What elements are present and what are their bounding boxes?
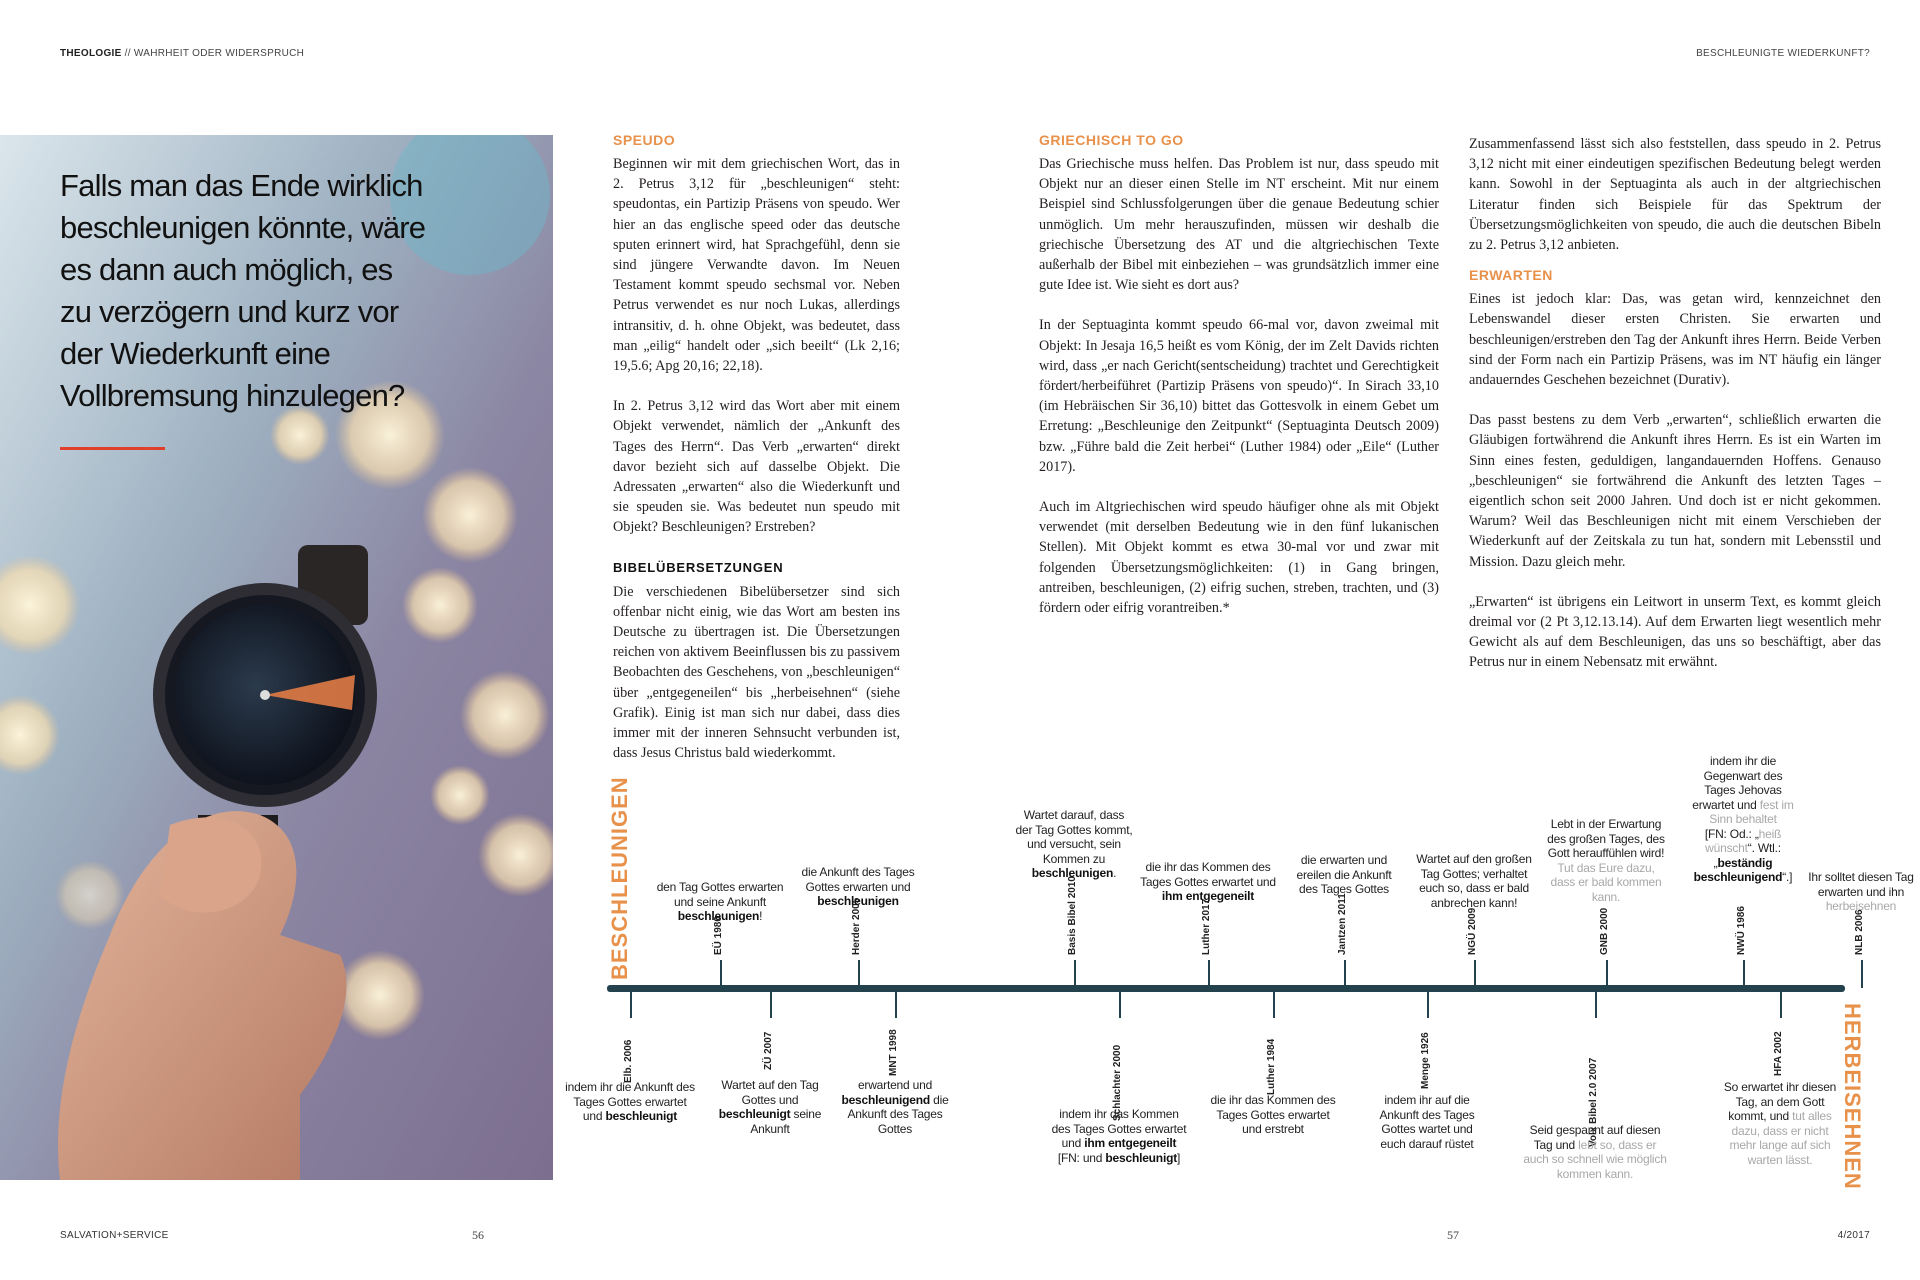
entry-keyword: beschleunigt	[605, 1109, 678, 1123]
timeline-tick	[1344, 960, 1346, 988]
translation-entry	[1015, 808, 1133, 881]
translation-entry	[836, 1078, 954, 1136]
timeline-axis	[607, 985, 1845, 992]
footer-issue: 4/2017	[1837, 1230, 1870, 1241]
footer-magazine: SALVATION+SERVICE	[60, 1230, 169, 1241]
translation-version-label: Jantzen 2011	[1337, 893, 1348, 955]
translation-version-label: NLB 2006	[1854, 909, 1865, 955]
text-column-1	[613, 130, 900, 763]
translation-entry	[565, 1080, 695, 1124]
footnote-text: [FN: und	[1057, 1150, 1106, 1165]
translation-version-label: MNT 1998	[888, 1029, 899, 1077]
entry-text: Ihr solltet diesen Tag erwarten und ihn	[1808, 870, 1914, 899]
translation-entry	[1520, 1123, 1670, 1181]
text-column-3	[1469, 134, 1881, 673]
timeline-tick	[1208, 960, 1210, 988]
timeline-tick	[1474, 960, 1476, 988]
running-head-right: BESCHLEUNIGTE WIEDERKUNFT?	[1696, 48, 1870, 59]
translation-entry	[1415, 852, 1533, 910]
timeline-tick	[630, 990, 632, 1018]
entry-text: erwartend und	[857, 1078, 933, 1092]
footnote-keyword: beständig beschleunigend	[1693, 855, 1783, 884]
translation-version-label: Luther 2017	[1201, 898, 1212, 955]
entry-keyword: beschleunigen	[817, 894, 899, 908]
timeline-tick	[858, 960, 860, 988]
quote-divider	[60, 447, 165, 450]
footnote-gray: heiß wünscht	[1705, 826, 1782, 855]
timeline-tick	[1595, 990, 1597, 1018]
timeline-tick	[1273, 990, 1275, 1018]
entry-keyword-gray: Tut das Eure dazu, dass er bald kommen kann.	[1550, 860, 1662, 904]
timeline-tick	[1780, 990, 1782, 1018]
paragraph: Beginnen wir mit dem griechischen Wort, das in 2. Petrus 3,12 für „beschleunigen“ steht: speudontas, ein Partizip Präsens von speudo. Wer hier an das englische speed oder das deutsche sputen erinnert wird, hat Sprachgefühl, denn sie sind jüngere Verwandte davon. Im Neuen Testament kommt speudo sechsmal vor. Neben Petrus verwendet es nur noch Lukas, allerdings intransitiv, d. h. ohne Objekt, was bedeutet, dass man „eilig“ handelt oder „sich beeilt“ (Lk 2,16; 19,5.6; Apg 20,16; 22,18).	[613, 156, 900, 375]
entry-text: seine Ankunft	[750, 1107, 822, 1136]
entry-keyword: ihm entgegeneilt	[1084, 1136, 1177, 1150]
translation-entry	[1546, 817, 1666, 904]
paragraph: Zusammenfassend lässt sich also feststellen, dass speudo in 2. Petrus 3,12 nicht mit einer eindeutigen spezifischen Bedeutung belegt werden kann. Sowohl in der Septuaginta als auch in der altgriechischen Literatur finden sich Beispiele für das Spektrum der Übersetzungsmöglichkeiten von speudo, die auch die deutschen Bibeln zu 2. Petrus 3,12 anbieten.	[1469, 136, 1881, 254]
footnote-keyword: beschleunigt	[1105, 1150, 1178, 1165]
translation-version-label: Schlachter 2000	[1112, 1044, 1123, 1121]
section-sublabel: // WAHRHEIT ODER WIDERSPRUCH	[121, 48, 305, 59]
translation-version-label: Volx Bibel 2.0 2007	[1588, 1057, 1599, 1147]
paragraph: In 2. Petrus 3,12 wird das Wort aber mit einem Objekt verwendet, nämlich der „Ankunft des Tages des Herrn“. Das Verb „erwarten“ direkt davor bezieht sich auf dasselbe Objekt. Die Adressaten „erwarten“ also die Wiederkunft und sie speuden sie. Was bedeutet nun speudo mit Objekt? Beschleunigen? Erstreben?	[613, 398, 900, 536]
entry-keyword: beschleunigt	[718, 1107, 791, 1121]
entry-text: indem ihr die Gegenwart des Tages Jehovas erwartet und	[1692, 754, 1783, 812]
entry-text: .	[1113, 866, 1117, 880]
entry-text: Wartet auf den großen Tag Gottes; verhaltet euch so, dass er bald anbrechen kann!	[1416, 852, 1532, 910]
timeline-tick	[1861, 960, 1863, 988]
timeline-tick	[895, 990, 897, 1018]
timeline-tick	[770, 990, 772, 1018]
translation-version-label: Herder 2005	[851, 897, 862, 955]
heading-bibeluebersetzungen: BIBELÜBERSETZUNGEN	[613, 559, 784, 575]
translation-version-label: Luther 1984	[1266, 1039, 1277, 1096]
entry-text: den Tag Gottes erwarten und seine Ankunft	[656, 880, 784, 909]
paragraph: Das Griechische muss helfen. Das Problem ist nur, dass speudo mit Objekt nur an dieser einen Stelle im NT erscheint. Mit nur einem Beispiel sind Schlussfolgerungen über die genaue Bedeutung schier unmöglich. Um mehr herauszufinden, müssen wir deshalb die griechische Übersetzung des AT und die altgriechischen Texte außerhalb der Bibel mit einbeziehen – was grundsätzlich immer eine gute Idee ist. Wie sieht es dort aus?	[1039, 156, 1439, 294]
timeline-left-end-label: BESCHLEUNIGEN	[607, 776, 632, 980]
entry-text: indem ihr die Ankunft des Tages Gottes erwartet und	[565, 1080, 695, 1123]
translation-version-label: GNB 2000	[1599, 907, 1610, 955]
paragraph: Die verschiedenen Bibelübersetzer sind sich offenbar nicht einig, wie das Wort am besten ins Deutsche zu übertragen ist. Die Übersetzungen reichen von aktivem Beeinflussen bis zu passivem Beobachten des Geschehens, von „beschleunigen“ über „entgegeneilen“ bis „herbeisehnen“ (siehe Grafik). Einig ist man sich nur dabei, dass dies immer mit der inneren Sehnsucht verbunden ist, dass Jesus Christus bald wiederkommt.	[613, 583, 900, 762]
translation-entry	[799, 865, 917, 909]
translation-entry	[1687, 754, 1799, 885]
translation-version-label: Elb. 2006	[623, 1039, 634, 1083]
entry-keyword-gray: lebt so, dass er auch so schnell wie möglich kommen kann.	[1523, 1137, 1667, 1181]
entry-keyword: beschleunigen	[677, 909, 760, 923]
translation-version-label: ZÜ 2007	[763, 1031, 774, 1070]
translation-entry	[1294, 853, 1394, 897]
heading-griechisch-to-go: GRIECHISCH TO GO	[1039, 132, 1184, 148]
translation-version-label: HFA 2002	[1773, 1031, 1784, 1077]
running-head-left	[60, 48, 304, 59]
entry-text: So erwartet ihr diesen Tag, an dem Gott kommt, und	[1723, 1080, 1837, 1123]
timeline-tick	[1427, 990, 1429, 1018]
entry-text: die ihr das Kommen des Tages Gottes erwartet und	[1140, 860, 1276, 889]
paragraph: Eines ist jedoch klar: Das, was getan wird, kennzeichnet den Lebenswandel dieser ersten Christen. Sie erwarten und beschleunigen/erstreben den Tag der Ankunft ihres Herrn. Beide Verben sind der Form nach ein Partizip Präsens, was im NT häufig ein länger andauerndes Geschehen bezeichnet (Durativ).	[1469, 291, 1881, 389]
entry-text: die ihr das Kommen des Tages Gottes erwartet und erstrebt	[1210, 1093, 1336, 1136]
translation-entry	[1368, 1093, 1486, 1151]
entry-text: Wartet auf den Tag Gottes und	[721, 1078, 819, 1107]
entry-text: Wartet darauf, dass der Tag Gottes kommt, und versucht, sein Kommen zu	[1015, 808, 1133, 866]
translation-timeline	[555, 754, 1920, 1190]
entry-text: indem ihr auf die Ankunft des Tages Gottes wartet und euch darauf rüstet	[1379, 1093, 1475, 1151]
paragraph: Auch im Altgriechischen wird speudo häufiger ohne als mit Objekt verwendet (mit derselben Bedeutung wie in den fünf lukanischen Stellen). Mit Objekt kommt es etwa 30-mal vor und zwar mit folgenden Übersetzungsmöglichkeiten: (1) in Gang bringen, antreiben, beschleunigen, (2) eifrig suchen, streben, trachten, und (3) fördern oder eifrig vorantreiben.*	[1039, 499, 1439, 617]
translation-entry	[656, 880, 784, 924]
translation-version-label: Menge 1926	[1420, 1032, 1431, 1089]
entry-keyword-gray: tut alles dazu, dass er nicht mehr lange auf sich warten lässt.	[1729, 1109, 1832, 1167]
paragraph: Das passt bestens zu dem Verb „erwarten“, schließlich erwarten die Gläubigen fortwährend die Ankunft ihres Herrn. Es ist ein Warten im Sinn eines festen, geduldigen, langandauernden Hoffens. Genauso „beschleunigen“ sie fortwährend die Ankunft des letzten Tages – eigentlich schon seit 2000 Jahren. Und doch ist er nicht gekommen. Warum? Weil das Beschleunigen nicht mit einem Verschieben der Wiederkunft auf der Zeitskala zu tun hat, sondern mit Lebensstil und Mission. Dazu gleich mehr.	[1469, 412, 1881, 570]
entry-keyword: beschleunigend	[841, 1092, 930, 1107]
translation-entry	[1806, 870, 1916, 914]
entry-text: die Ankunft des Tages Gottes erwarten und	[801, 865, 915, 894]
translation-version-label: NGÜ 2009	[1467, 907, 1478, 955]
pull-quote: Falls man das Ende wirklich beschleunigen könnte, wäre es dann auch möglich, es zu verzögern und kurz vor der Wiederkunft eine Vollbremsung hinzulegen?	[60, 168, 426, 413]
footnote-text: ]	[1177, 1150, 1181, 1165]
entry-text: die Ankunft des Tages Gottes	[847, 1092, 949, 1136]
paragraph: In der Septuaginta kommt speudo 66-mal vor, davon zweimal mit Objekt: In Jesaja 16,5 heißt es vom König, der im Zelt Davids richten wird, dass „er nach Gericht(sentscheidung) trachtet und Gerechtigkeit fördert/herbeiführet (Partizip Präsens von speudo)“. In Sirach 33,10 (im Hebräischen Sir 36,10) bittet das Gottesvolk in einem Gebet um Erretung: „Beschleunige den Zeitpunkt“ (Septuaginta Deutsch 2009) bzw. „Führe bald die Zeit herbei“ (Luther 1984) oder „Eile“ (Luther 2017).	[1039, 317, 1439, 475]
entry-text: Seid gespannt auf diesen Tag und	[1529, 1123, 1661, 1152]
timeline-tick	[1743, 960, 1745, 988]
paragraph: „Erwarten“ ist übrigens ein Leitwort in unserm Text, es kommt gleich dreimal vor (2 Pt 3,12.13.14). Auf dem Erwarten liegt wesentlich mehr Gewicht als auf dem Beschleunigen, das uns so beschäftigt, aber das Petrus nur in einem Nebensatz mit erwähnt.	[1469, 593, 1881, 671]
heading-erwarten: ERWARTEN	[1469, 267, 1553, 284]
translation-entry	[1050, 1107, 1188, 1165]
entry-text: Lebt in der Erwartung des großen Tages, des Gott herauffühlen wird!	[1547, 817, 1665, 860]
timeline-right-end-label: HERBEISEHNEN	[1840, 1003, 1865, 1190]
entry-keyword: ihm entgegeneilt	[1161, 889, 1255, 903]
timeline-tick	[1074, 960, 1076, 988]
timeline-tick	[720, 960, 722, 988]
entry-text: !	[759, 909, 763, 923]
translation-version-label: NWÜ 1986	[1736, 906, 1747, 955]
timeline-tick	[1119, 990, 1121, 1018]
translation-version-label: EÜ 1980	[713, 916, 724, 955]
page-number-right: 57	[1447, 1228, 1459, 1242]
section-label: THEOLOGIE	[60, 48, 122, 59]
entry-keyword-gray: herbeisehnen	[1825, 899, 1897, 913]
translation-entry	[1139, 860, 1277, 904]
heading-speudo: SPEUDO	[613, 132, 676, 148]
footnote-text: “.]	[1782, 870, 1793, 884]
footnote-text: “. Wtl.: „	[1713, 841, 1781, 870]
translation-entry	[1209, 1093, 1337, 1137]
entry-keyword: beschleunigen	[1031, 866, 1114, 880]
translation-entry	[1720, 1080, 1840, 1167]
entry-text: indem ihr das Kommen des Tages Gottes erwartet und	[1051, 1107, 1187, 1150]
entry-text: die erwarten und ereilen die Ankunft des Tages Gottes	[1296, 853, 1392, 896]
timeline-tick	[1606, 960, 1608, 988]
footnote-text: [FN: Od.: „	[1704, 826, 1759, 841]
page-number-left: 56	[472, 1228, 484, 1242]
translation-version-label: Basis Bibel 2010	[1067, 876, 1078, 955]
entry-keyword-gray: fest im Sinn behaltet	[1709, 797, 1794, 826]
translation-entry	[706, 1078, 834, 1136]
text-column-2	[1039, 130, 1439, 618]
